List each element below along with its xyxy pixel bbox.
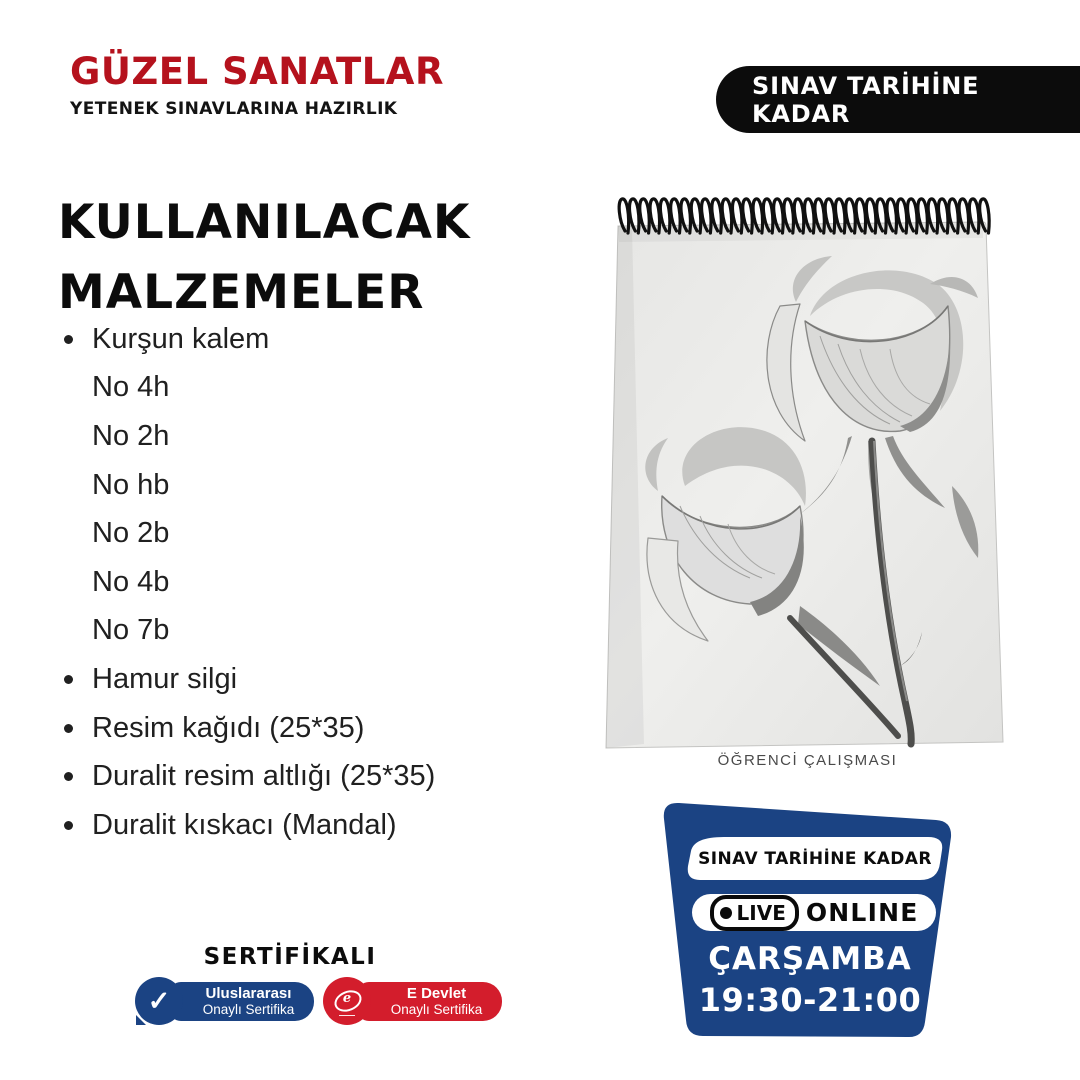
live-dot-icon <box>720 907 732 919</box>
list-item <box>64 315 435 364</box>
schedule-badge <box>652 792 958 1044</box>
top-exam-date-badge <box>716 66 1080 133</box>
bullet-dot <box>64 335 73 344</box>
bullet-dot <box>64 529 73 538</box>
list-item <box>64 364 435 413</box>
certificate-pill <box>357 982 502 1021</box>
brand-subtitle: YETENEK SINAVLARINA HAZIRLIK <box>70 99 398 119</box>
top-badge-label: SINAV TARİHİNE KADAR <box>752 71 980 128</box>
schedule-day: ÇARŞAMBA <box>708 941 912 977</box>
live-chip <box>710 895 799 931</box>
list-item <box>64 752 435 801</box>
list-item <box>64 461 435 510</box>
certification-badges <box>135 977 502 1025</box>
bullet-dot <box>64 821 73 830</box>
online-label: ONLINE <box>805 898 919 927</box>
list-item <box>64 801 435 850</box>
list-item-label: No 2b <box>92 517 170 550</box>
schedule-time: 19:30-21:00 <box>698 981 922 1019</box>
spiral-binding <box>619 199 989 233</box>
materials-heading-line2: MALZEMELER <box>58 265 425 320</box>
list-item-label: Hamur silgi <box>92 662 238 695</box>
international-certificate-badge <box>135 977 314 1025</box>
list-item <box>64 412 435 461</box>
live-label: LIVE <box>736 900 786 925</box>
artwork-caption: ÖĞRENCİ ÇALIŞMASI <box>717 752 898 769</box>
bullet-dot <box>64 432 73 441</box>
check-icon: ✓ <box>147 985 171 1016</box>
edevlet-circle <box>323 977 371 1025</box>
bullet-dot <box>64 578 73 587</box>
schedule-header: SINAV TARİHİNE KADAR <box>698 848 932 869</box>
bullet-dot <box>64 481 73 490</box>
materials-list <box>64 315 435 850</box>
sketchbook-illustration <box>600 186 1015 758</box>
edevlet-icon: e <box>332 990 362 1012</box>
bullet-dot <box>64 383 73 392</box>
list-item-label: No hb <box>92 468 170 501</box>
certificate-line2: Onaylı Sertifika <box>390 1002 483 1017</box>
list-item <box>64 655 435 704</box>
edevlet-certificate-badge <box>323 977 502 1025</box>
live-online-pill <box>692 894 936 931</box>
certificate-line1: Uluslararası <box>205 985 292 1002</box>
bullet-dot <box>64 724 73 733</box>
certification-heading: SERTİFİKALI <box>203 944 377 970</box>
check-circle <box>135 977 183 1025</box>
list-item <box>64 704 435 753</box>
list-item-label: Kurşun kalem <box>92 322 270 355</box>
list-item-label: No 4b <box>92 565 170 598</box>
list-item-label: No 2h <box>92 419 170 452</box>
list-item-label: No 7b <box>92 614 170 647</box>
certificate-line1: E Devlet <box>406 985 467 1002</box>
list-item <box>64 509 435 558</box>
list-item <box>64 558 435 607</box>
bullet-dot <box>64 626 73 635</box>
certificate-pill <box>169 982 314 1021</box>
student-artwork <box>600 186 1015 758</box>
materials-heading <box>58 188 470 328</box>
bullet-dot <box>64 675 73 684</box>
bullet-dot <box>64 772 73 781</box>
list-item-label: No 4h <box>92 371 170 404</box>
brand-title: GÜZEL SANATLAR <box>70 50 444 93</box>
list-item-label: Resim kağıdı (25*35) <box>92 711 365 744</box>
certificate-line2: Onaylı Sertifika <box>202 1002 295 1017</box>
list-item <box>64 607 435 656</box>
materials-heading-line1: KULLANILACAK <box>58 195 471 250</box>
list-item-label: Duralit resim altlığı (25*35) <box>92 760 436 793</box>
list-item-label: Duralit kıskacı (Mandal) <box>92 808 397 841</box>
